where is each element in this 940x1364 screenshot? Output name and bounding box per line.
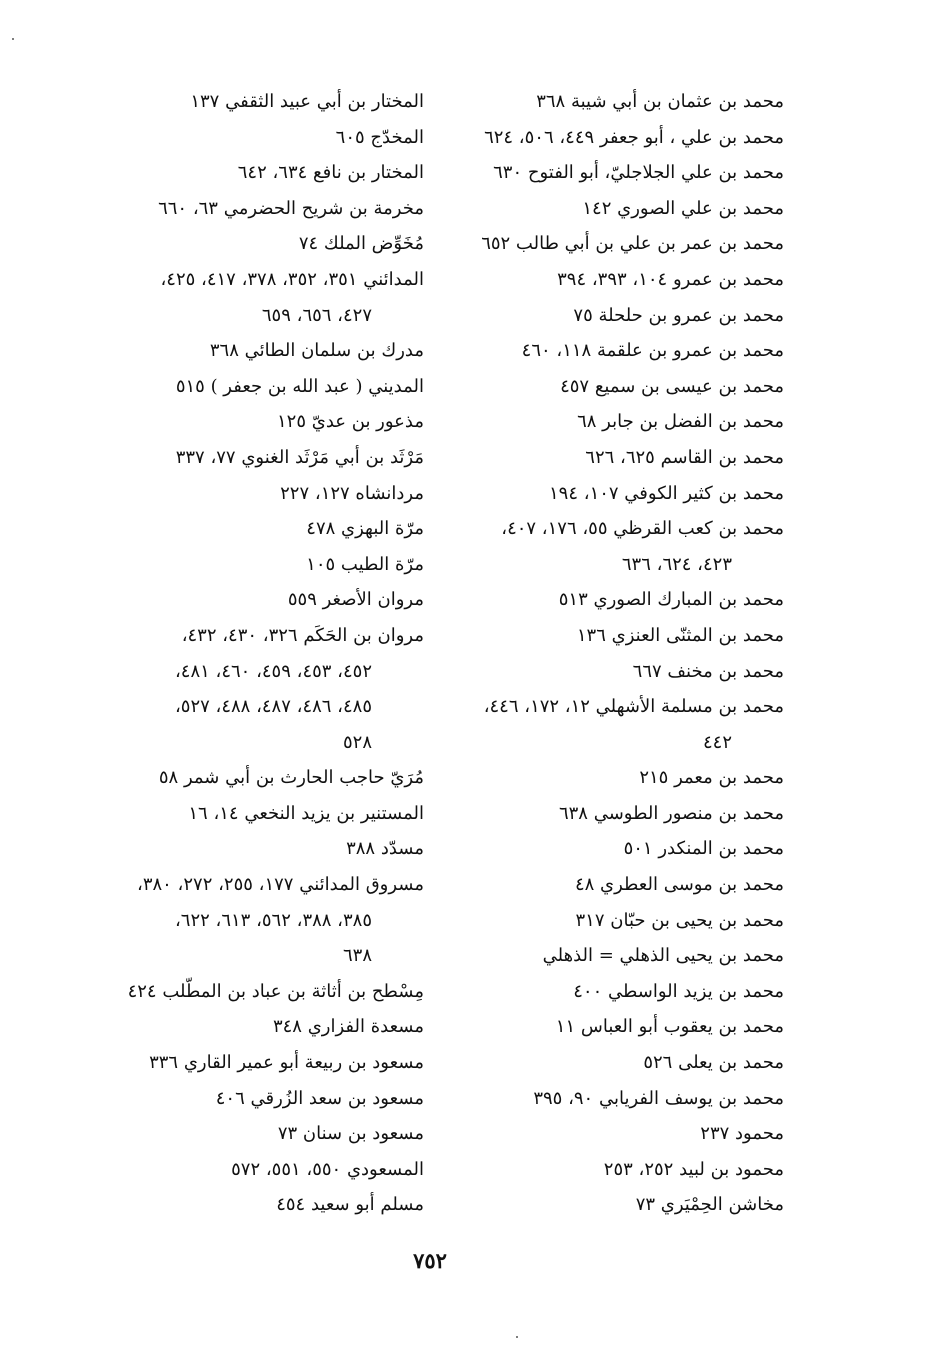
- index-column-left: [74, 84, 424, 1223]
- index-entry: محمد بن مخنف ٦٦٧: [632, 660, 784, 682]
- index-entry: محمد بن يزيد الواسطي ٤٠٠: [573, 980, 784, 1002]
- index-entry: مسعود بن ربيعة أبو عمير القاري ٣٣٦: [149, 1052, 424, 1074]
- index-entry: مسعود بن سنان ٧٣: [277, 1123, 424, 1145]
- index-entry: مردانشاه ١٢٧، ٢٢٧: [280, 482, 424, 504]
- index-entry: المختار بن نافع ٦٣٤، ٦٤٢: [237, 162, 424, 184]
- page-number: ٧٥٢: [413, 1248, 447, 1273]
- index-entry: المستنير بن يزيد النخعي ١٤، ١٦: [188, 802, 424, 824]
- index-entry: محمد بن عمرو ١٠٤، ٣٩٣، ٣٩٤: [557, 268, 784, 290]
- index-entry-continuation: ٤٨٥، ٤٨٦، ٤٨٧، ٤٨٨، ٥٢٧،: [174, 696, 372, 718]
- scan-speck: [516, 1336, 518, 1338]
- index-entry: مسعود بن سعد الزُرقي ٤٠٦: [215, 1087, 424, 1109]
- index-entry: مسلم أبو سعيد ٤٥٤: [276, 1194, 424, 1216]
- index-entry-continuation: ٥٢٨: [342, 731, 372, 753]
- index-entry-continuation: ٤٤٢: [702, 731, 732, 753]
- index-entry: محمد بن كثير الكوفي ١٠٧، ١٩٤: [549, 482, 784, 504]
- index-entry: مُخَوِّض الملك ٧٤: [298, 233, 424, 255]
- index-entry: محمد بن مسلمة الأشهلي ١٢، ١٧٢، ٤٤٦،: [483, 696, 784, 718]
- index-entry: المخدّج ٦٠٥: [335, 126, 424, 148]
- index-entry: مرّة الطيب ١٠٥: [306, 553, 424, 575]
- index-column-right: [444, 84, 784, 1223]
- index-entry-continuation: ٦٣٨: [342, 945, 372, 967]
- index-entry: محمد بن عمرو بن حلحلة ٧٥: [573, 304, 784, 326]
- index-entry-continuation: ٤٢٧، ٦٥٦، ٦٥٩: [261, 304, 372, 326]
- index-entry: محمد بن منصور الطوسي ٦٣٨: [558, 802, 784, 824]
- index-entry: المختار بن أبي عبيد الثقفي ١٣٧: [190, 91, 424, 112]
- index-entry: محمد بن علي الصوري ١٤٢: [582, 197, 784, 219]
- index-entry-continuation: ٤٢٣، ٦٢٤، ٦٣٦: [621, 553, 732, 575]
- index-entry: المسعودي ٥٥٠، ٥٥١، ٥٧٢: [231, 1158, 424, 1180]
- index-entry: محمود بن لبيد ٢٥٢، ٢٥٣: [603, 1158, 784, 1180]
- index-entry: محمد بن يعقوب أبو العباس ١١: [555, 1016, 784, 1038]
- index-entry: محمد بن عمرو بن علقمة ١١٨، ٤٦٠: [521, 340, 784, 362]
- index-entry-continuation: ٣٨٥، ٣٨٨، ٥٦٢، ٦١٣، ٦٢٢،: [174, 909, 372, 931]
- index-entry: محمد بن كعب القرظي ٥٥، ١٧٦، ٤٠٧،: [501, 518, 784, 540]
- index-entry: مرّة البهزي ٤٧٨: [306, 518, 424, 540]
- index-entry: محمد بن علي ، أبو جعفر ٤٤٩، ٥٠٦، ٦٢٤: [484, 126, 784, 148]
- index-entry: مسعدة الفزاري ٣٤٨: [272, 1016, 424, 1038]
- index-entry: محمد بن عثمان بن أبي شيبة ٣٦٨: [536, 91, 784, 112]
- index-entry: محمد بن المبارك الصوري ٥١٣: [558, 589, 784, 611]
- index-entry: المدائني ٣٥١، ٣٥٢، ٣٧٨، ٤١٧، ٤٢٥،: [160, 268, 424, 290]
- index-entry: محمد بن معمر ٢١٥: [639, 767, 784, 789]
- index-entry: مخاشن الحِمْيَري ٧٣: [635, 1194, 784, 1216]
- index-entry-continuation: ٤٥٢، ٤٥٣، ٤٥٩، ٤٦٠، ٤٨١،: [174, 660, 372, 682]
- index-entry: مذعور بن عديّ ١٢٥: [277, 411, 424, 433]
- index-entry: محمد بن المنكدر ٥٠١: [623, 838, 784, 860]
- scan-speck: [12, 38, 14, 40]
- index-entry: محمد بن علي الجلاجليّ، أبو الفتوح ٦٣٠: [493, 162, 784, 184]
- index-entry: محمد بن موسى العطري ٤٨: [574, 874, 784, 896]
- index-entry: مروان الأصغر ٥٥٩: [287, 589, 424, 611]
- index-entry: محمد بن يحيى الذهلي = الذهلي: [542, 945, 784, 967]
- index-entry: محمد بن يحيى بن حبّان ٣١٧: [575, 909, 784, 931]
- index-entry: محمد بن يوسف الفريابي ٩٠، ٣٩٥: [533, 1087, 784, 1109]
- index-entry: محمد بن عمر بن علي بن أبي طالب ٦٥٢: [481, 233, 784, 255]
- index-entry: مروان بن الحَكَم ٣٢٦، ٤٣٠، ٤٣٢،: [181, 624, 424, 646]
- index-entry: محمد بن المثنّى العنزي ١٣٦: [576, 624, 784, 646]
- index-entry: محمود ٢٣٧: [700, 1123, 784, 1145]
- index-entry: مَرْثَد بن أبي مَرْثَد الغنوي ٧٧، ٣٣٧: [175, 446, 424, 468]
- index-entry: مدرك بن سلمان الطائي ٣٦٨: [209, 340, 424, 362]
- index-entry: مسدّد ٣٨٨: [346, 838, 424, 860]
- index-entry: محمد بن يعلى ٥٢٦: [643, 1052, 784, 1074]
- index-entry: مخرمة بن شريح الحضرمي ٦٣، ٦٦٠: [158, 197, 424, 219]
- index-entry: محمد بن القاسم ٦٢٥، ٦٢٦: [585, 446, 784, 468]
- index-entry: مِسْطح بن أثاثة بن عباد بن المطّلب ٤٢٤: [127, 980, 424, 1002]
- index-entry: مُرَيّ حاجب الحارث بن أبي شمر ٥٨: [158, 767, 424, 789]
- index-entry: محمد بن عيسى بن سميع ٤٥٧: [560, 375, 784, 397]
- index-entry: المديني ( عبد الله بن جعفر ) ٥١٥: [175, 375, 424, 397]
- index-entry: مسروق المدائني ١٧٧، ٢٥٥، ٢٧٢، ٣٨٠،: [137, 874, 424, 896]
- index-entry: محمد بن الفضل بن جابر ٦٨: [577, 411, 784, 433]
